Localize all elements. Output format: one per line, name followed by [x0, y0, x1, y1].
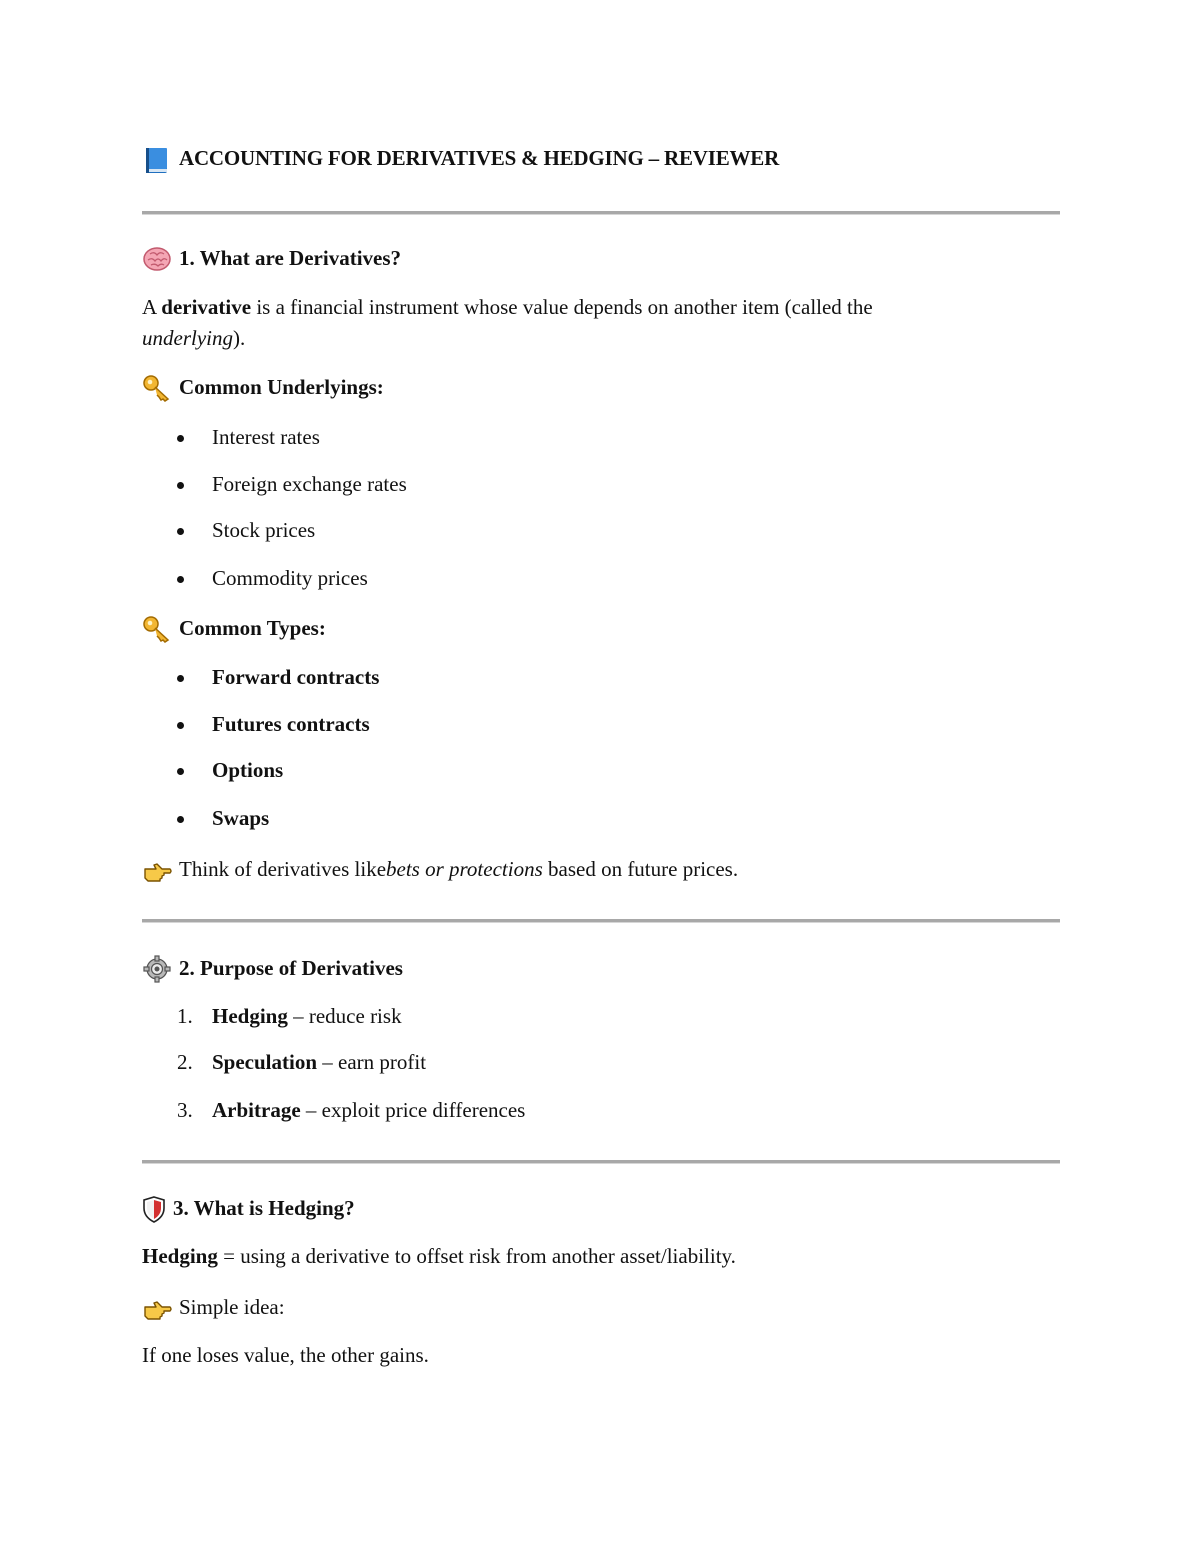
list-item-text: Swaps	[212, 806, 270, 830]
pointing-hand-icon	[142, 856, 172, 884]
hedging-term: Hedging	[142, 1244, 218, 1268]
simple-idea-text: Simple idea:	[179, 1295, 285, 1319]
purpose-desc: – reduce risk	[287, 1004, 402, 1028]
simple-idea-explanation: If one loses value, the other gains.	[142, 1343, 429, 1367]
tip-italic: bets or protections	[386, 857, 543, 881]
bullet	[177, 816, 184, 823]
list-number: 2.	[177, 1050, 193, 1074]
para-suffix: ).	[232, 326, 246, 350]
list-number: 1.	[177, 1004, 193, 1028]
list-item-text: Foreign exchange rates	[212, 472, 407, 496]
para-italic-term: underlying	[142, 326, 233, 350]
list-item-text: Options	[212, 758, 284, 782]
bullet	[177, 528, 184, 535]
tip-suffix: based on future prices.	[542, 857, 739, 881]
purpose-desc: – exploit price differences	[300, 1098, 526, 1122]
section-3-heading-text: 3. What is Hedging?	[173, 1196, 355, 1220]
para-prefix: A	[142, 295, 162, 319]
simple-idea-label	[142, 1292, 285, 1323]
list-number: 3.	[177, 1098, 193, 1122]
divider	[142, 211, 1060, 215]
para-mid: is a financial instrument whose value depends on another item (called the	[251, 295, 873, 319]
hedging-definition	[142, 1241, 736, 1272]
bullet	[177, 722, 184, 729]
bullet	[177, 768, 184, 775]
derivatives-tip	[142, 854, 738, 885]
section-1-heading	[142, 243, 401, 274]
section-3-heading	[142, 1193, 355, 1224]
bullet	[177, 576, 184, 583]
hedging-definition-text: = using a derivative to offset risk from another asset/liability.	[217, 1244, 736, 1268]
tip-prefix: Think of derivatives like	[179, 857, 387, 881]
gear-icon	[142, 955, 172, 983]
blue-book-icon	[142, 145, 172, 173]
document-title	[142, 143, 779, 174]
purpose-desc: – earn profit	[317, 1050, 427, 1074]
divider	[142, 1160, 1060, 1164]
list-item-text: Futures contracts	[212, 712, 370, 736]
title-text: ACCOUNTING FOR DERIVATIVES & HEDGING – REVIEWER	[179, 146, 780, 170]
pointing-hand-icon	[142, 1294, 172, 1322]
key-icon	[142, 374, 172, 402]
purpose-term: Speculation	[212, 1050, 318, 1074]
bullet	[177, 435, 184, 442]
list-item-text: Interest rates	[212, 425, 320, 449]
list-item-text: Stock prices	[212, 518, 316, 542]
types-heading	[142, 613, 326, 644]
types-heading-text: Common Types:	[179, 616, 326, 640]
underlyings-heading-text: Common Underlyings:	[179, 375, 384, 399]
list-item-text: Commodity prices	[212, 566, 368, 590]
derivative-definition	[142, 292, 1002, 354]
bullet	[177, 482, 184, 489]
bullet	[177, 675, 184, 682]
purpose-term: Arbitrage	[212, 1098, 301, 1122]
document-page	[142, 0, 1060, 1553]
para-bold-term: derivative	[161, 295, 252, 319]
key-icon	[142, 615, 172, 643]
purpose-term: Hedging	[212, 1004, 288, 1028]
section-2-heading	[142, 953, 403, 984]
underlyings-heading	[142, 372, 384, 403]
section-1-heading-text: 1. What are Derivatives?	[179, 246, 402, 270]
divider	[142, 919, 1060, 923]
brain-icon	[142, 245, 172, 273]
shield-icon	[142, 1195, 166, 1223]
list-item-text: Forward contracts	[212, 665, 380, 689]
section-2-heading-text: 2. Purpose of Derivatives	[179, 956, 403, 980]
